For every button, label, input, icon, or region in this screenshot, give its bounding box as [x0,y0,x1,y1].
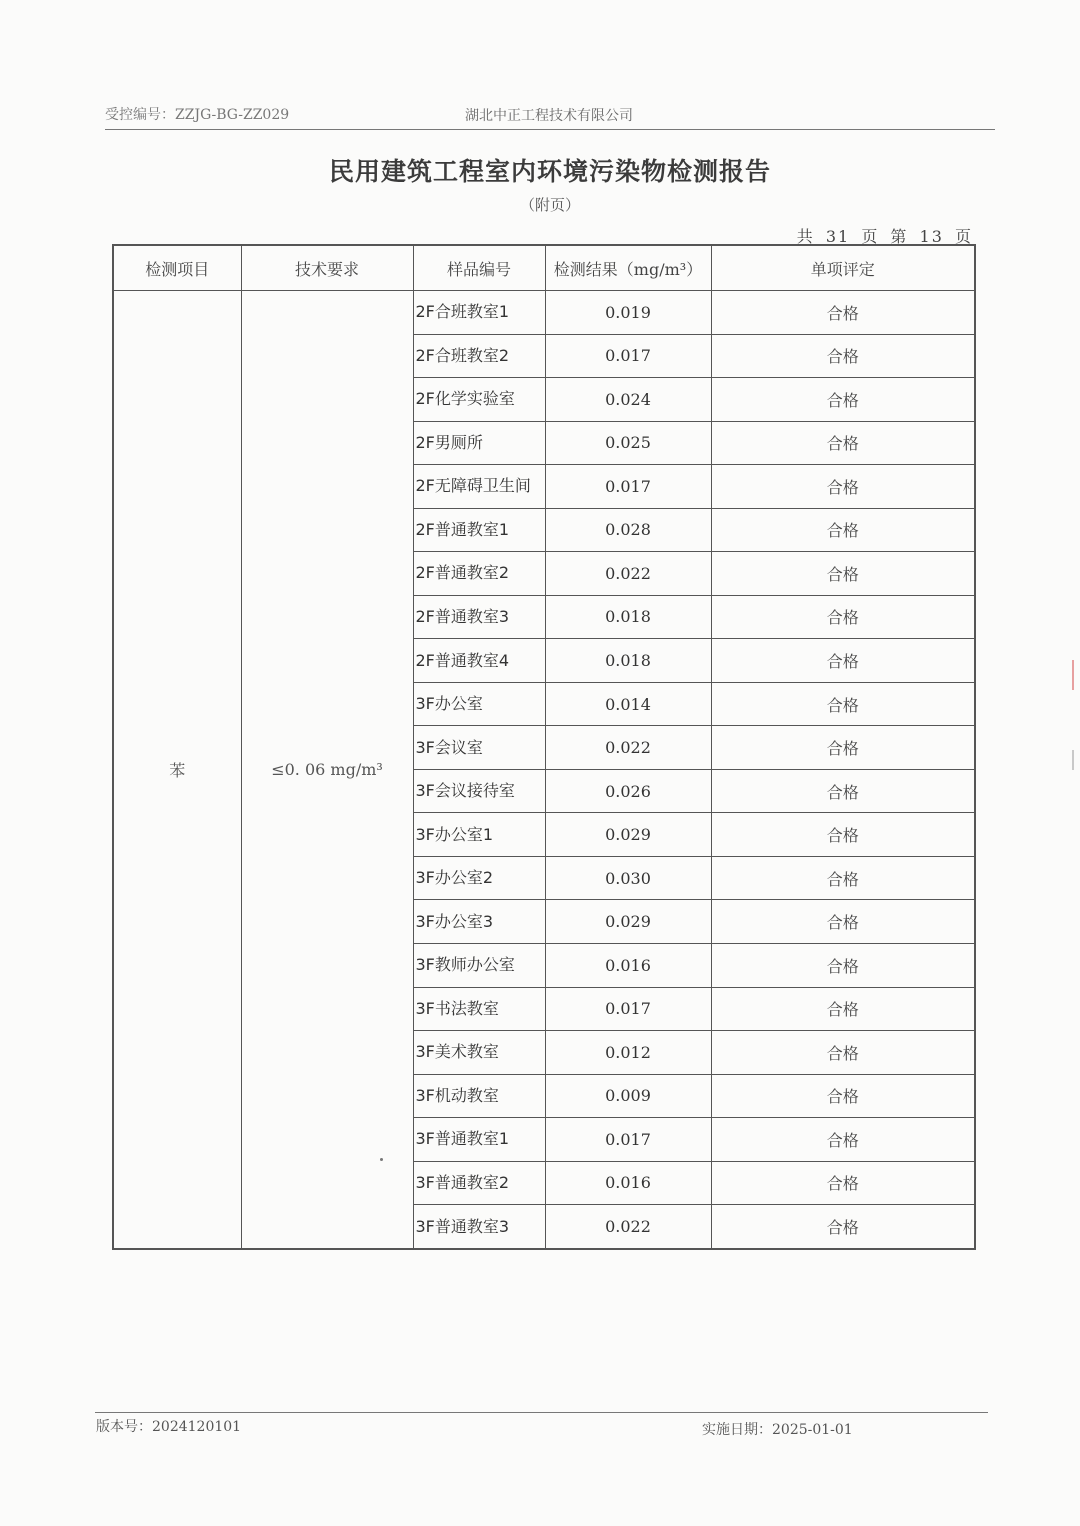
sample-id: 3F办公室2 [413,856,545,900]
result-value: 0.022 [545,726,711,770]
version-number: 版本号：2024120101 [96,1419,242,1435]
sample-id: 2F化学实验室 [413,378,545,422]
evaluation: 合格 [711,682,975,726]
sample-id: 3F办公室1 [413,813,545,857]
page-current-prefix: 第 [890,227,909,246]
scan-speck [380,1158,383,1161]
result-value: 0.009 [545,1074,711,1118]
evaluation: 合格 [711,726,975,770]
evaluation: 合格 [711,856,975,900]
table-row [113,291,975,335]
header-requirement: 技术要求 [241,245,413,291]
evaluation: 合格 [711,900,975,944]
footer-divider [95,1412,988,1413]
result-value: 0.019 [545,291,711,335]
technical-requirement: ≤0. 06 mg/m³ [241,291,413,1250]
sample-id: 3F会议室 [413,726,545,770]
header-evaluation: 单项评定 [711,245,975,291]
header-divider [105,129,995,130]
result-value: 0.029 [545,900,711,944]
sample-id: 3F办公室3 [413,900,545,944]
sample-id: 3F教师办公室 [413,943,545,987]
evaluation: 合格 [711,769,975,813]
sample-id: 3F书法教室 [413,987,545,1031]
sample-id: 2F合班教室1 [413,291,545,335]
evaluation: 合格 [711,813,975,857]
page-current: 13 [919,227,944,246]
header-item: 检测项目 [113,245,241,291]
page-word-1: 页 [861,227,880,246]
result-value: 0.025 [545,421,711,465]
evaluation: 合格 [711,1031,975,1075]
result-value: 0.017 [545,1118,711,1162]
sample-id: 3F美术教室 [413,1031,545,1075]
evaluation: 合格 [711,421,975,465]
result-value: 0.022 [545,1205,711,1249]
result-value: 0.028 [545,508,711,552]
page-total: 31 [825,227,851,246]
sample-id: 2F普通教室3 [413,595,545,639]
sample-id: 3F普通教室1 [413,1118,545,1162]
evaluation: 合格 [711,508,975,552]
sample-id: 3F办公室 [413,682,545,726]
result-value: 0.024 [545,378,711,422]
result-value: 0.017 [545,987,711,1031]
result-value: 0.030 [545,856,711,900]
table-header-row [113,245,975,291]
sample-id: 2F合班教室2 [413,334,545,378]
sample-id: 3F普通教室2 [413,1161,545,1205]
effective-date: 实施日期：2025-01-01 [702,1422,853,1438]
result-value: 0.029 [545,813,711,857]
table-body [113,291,975,1250]
evaluation: 合格 [711,334,975,378]
header-result: 检测结果（mg/m³） [545,245,711,291]
evaluation: 合格 [711,595,975,639]
company-name: 湖北中正工程技术有限公司 [465,108,633,124]
result-value: 0.014 [545,682,711,726]
evaluation: 合格 [711,1118,975,1162]
result-value: 0.017 [545,334,711,378]
evaluation: 合格 [711,987,975,1031]
result-value: 0.016 [545,1161,711,1205]
result-value: 0.018 [545,595,711,639]
sample-id: 3F机动教室 [413,1074,545,1118]
evaluation: 合格 [711,1161,975,1205]
sample-id: 3F会议接待室 [413,769,545,813]
test-item: 苯 [113,291,241,1250]
report-subtitle: （附页） [519,196,580,214]
sample-id: 2F普通教室4 [413,639,545,683]
sample-id: 2F普通教室2 [413,552,545,596]
evaluation: 合格 [711,1074,975,1118]
scan-edge-mark [1072,660,1074,690]
result-value: 0.012 [545,1031,711,1075]
report-title: 民用建筑工程室内环境污染物检测报告 [328,157,771,186]
evaluation: 合格 [711,1205,975,1249]
page-total-prefix: 共 [796,227,815,246]
evaluation: 合格 [711,552,975,596]
page-word-2: 页 [954,227,973,246]
header-sample: 样品编号 [413,245,545,291]
result-value: 0.018 [545,639,711,683]
scan-edge-mark [1072,750,1074,770]
result-value: 0.026 [545,769,711,813]
evaluation: 合格 [711,465,975,509]
sample-id: 2F无障碍卫生间 [413,465,545,509]
evaluation: 合格 [711,943,975,987]
sample-id: 2F男厕所 [413,421,545,465]
result-value: 0.016 [545,943,711,987]
control-number: 受控编号：ZZJG-BG-ZZ029 [105,107,290,123]
result-value: 0.017 [545,465,711,509]
evaluation: 合格 [711,291,975,335]
results-table [112,244,976,1250]
result-value: 0.022 [545,552,711,596]
sample-id: 2F普通教室1 [413,508,545,552]
evaluation: 合格 [711,639,975,683]
sample-id: 3F普通教室3 [413,1205,545,1249]
evaluation: 合格 [711,378,975,422]
